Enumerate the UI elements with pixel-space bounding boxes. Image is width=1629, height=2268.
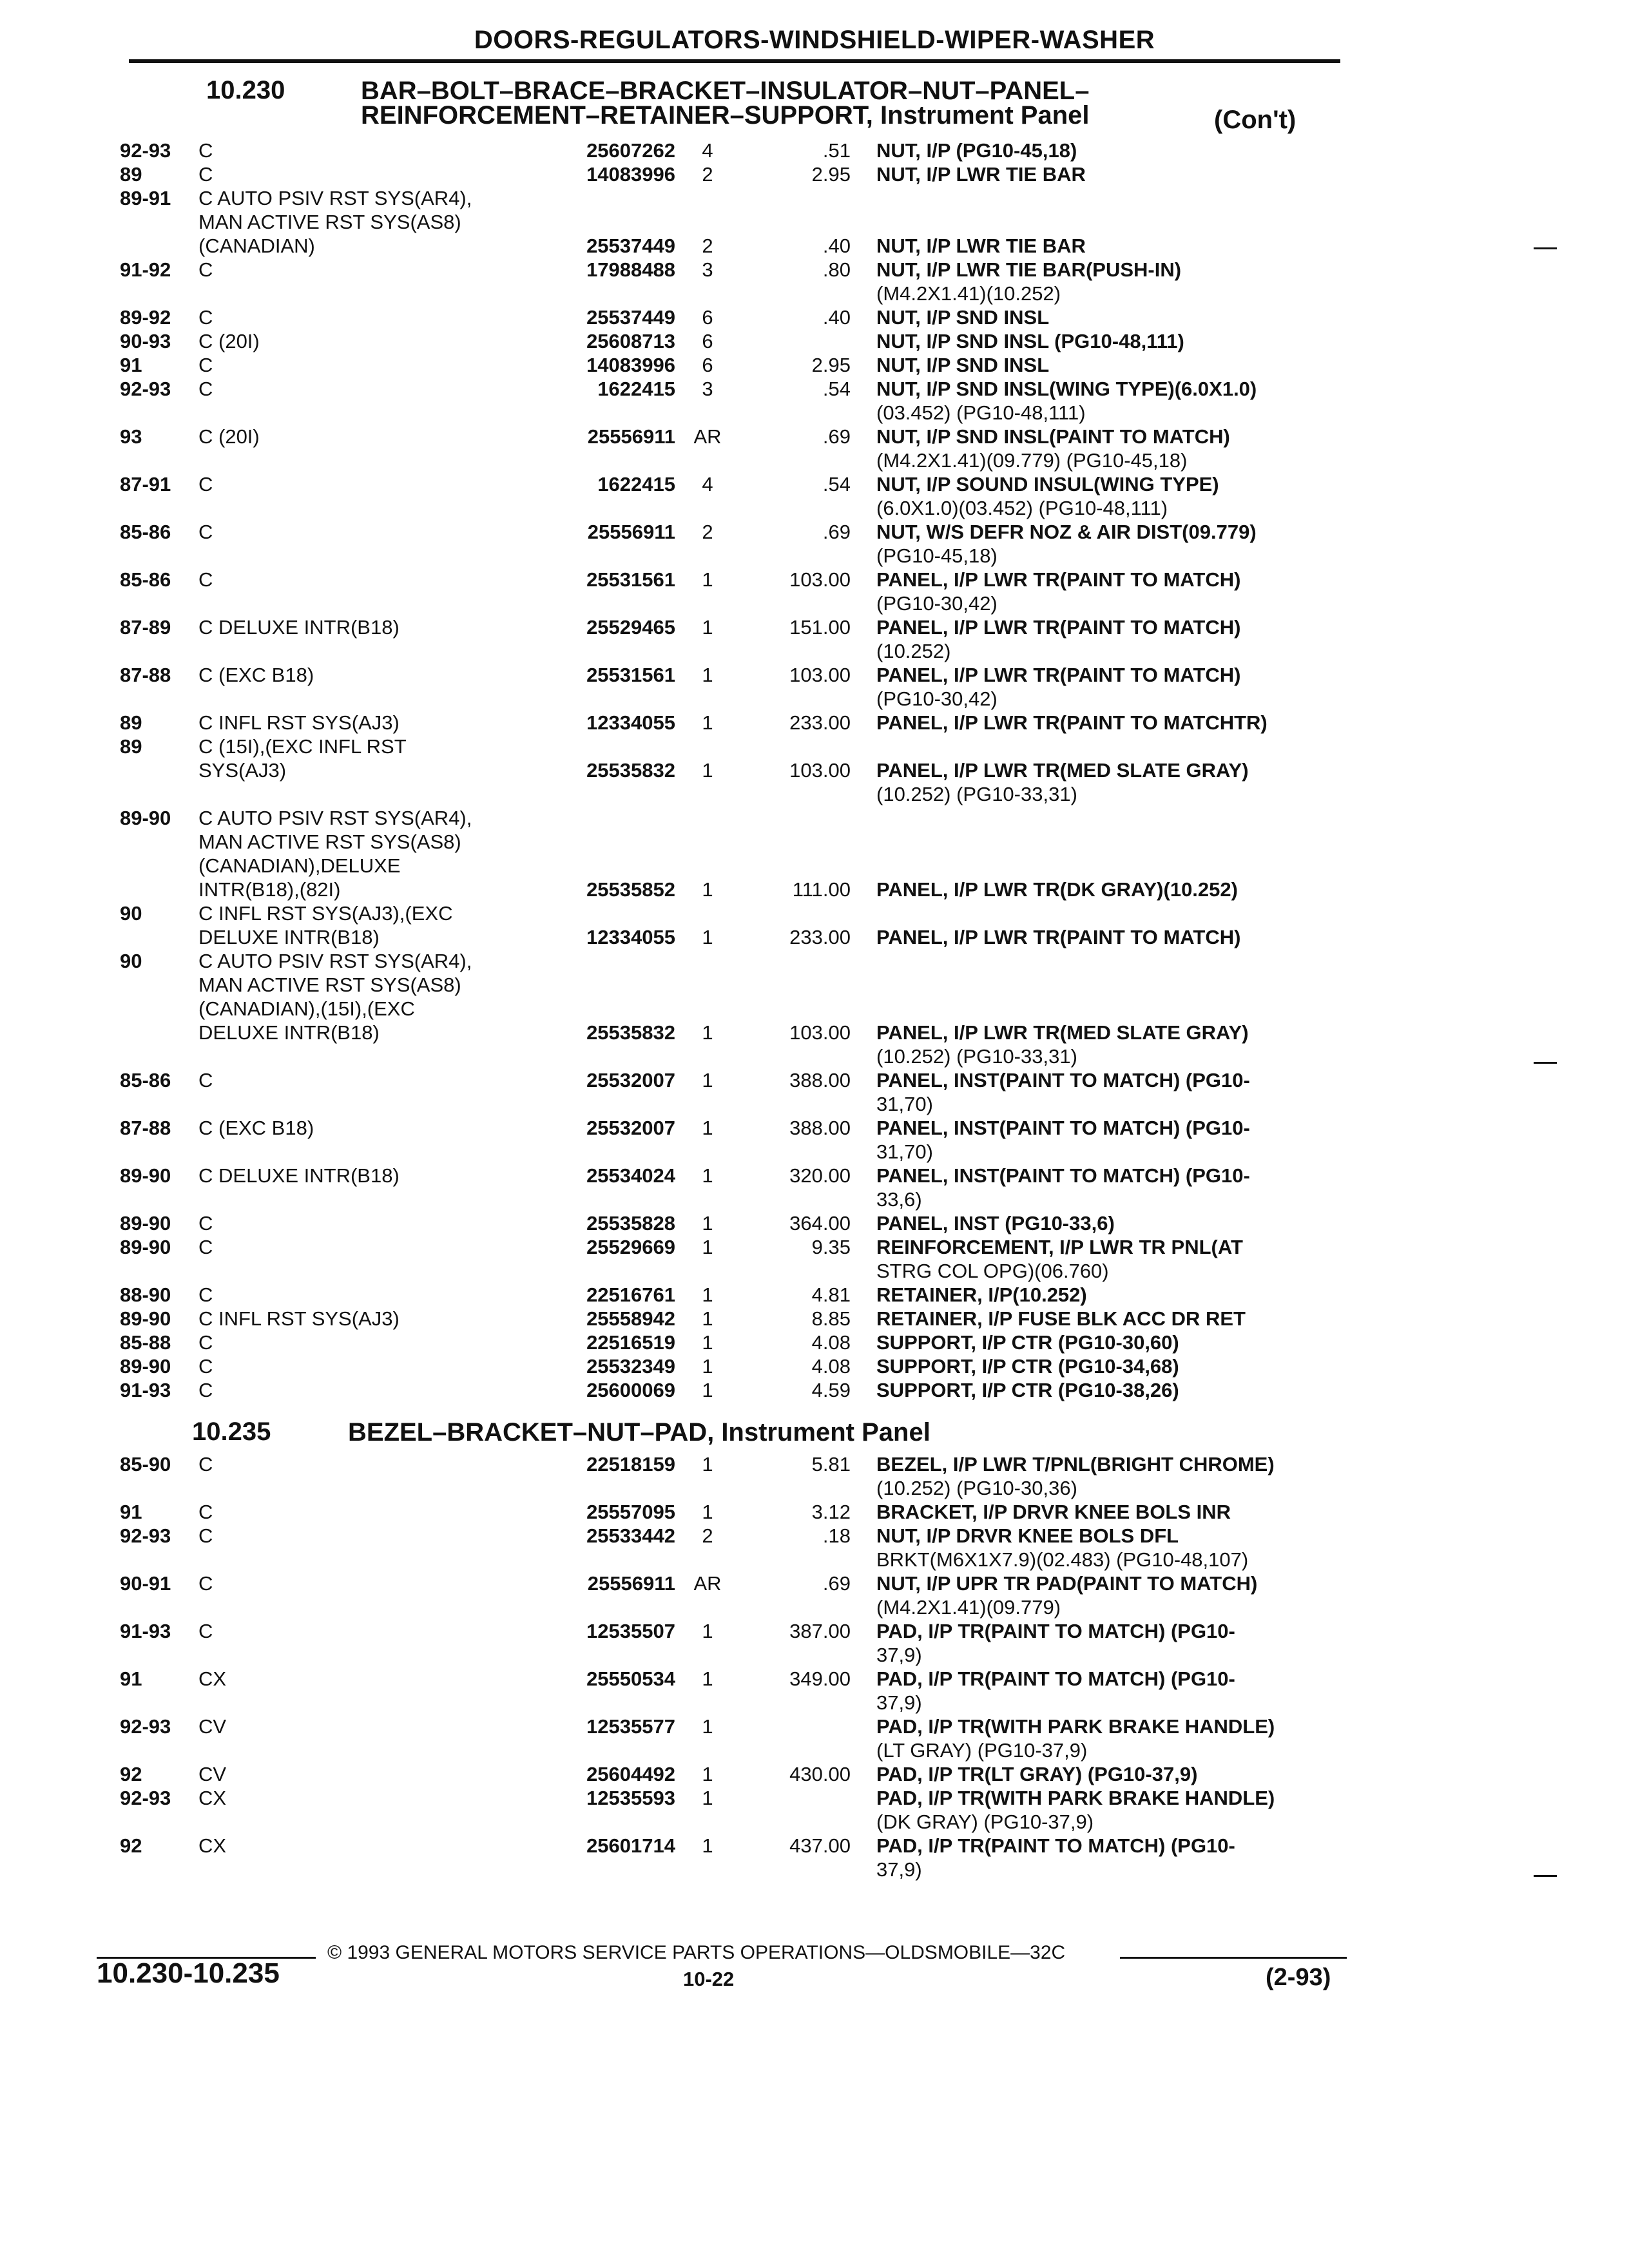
row-year: 91-93: [120, 1620, 171, 1642]
row-part-number: 25604492: [586, 1763, 675, 1785]
row-description: PANEL, I/P LWR TR(MED SLATE GRAY): [876, 1021, 1249, 1044]
row-part-number: 25556911: [587, 425, 675, 448]
row-price: 5.81: [811, 1453, 851, 1475]
row-year: 85-86: [120, 568, 171, 591]
footer-page-number: 10-22: [683, 1968, 735, 1990]
row-year: 89-90: [120, 1212, 171, 1235]
row-part-number: 25537449: [586, 235, 675, 257]
row-quantity: 1: [702, 1379, 713, 1401]
row-year: 92-93: [120, 1524, 171, 1547]
row-quantity: 1: [702, 1787, 713, 1809]
row-part-number: 25608713: [586, 330, 675, 352]
row-year: 89-90: [120, 1236, 171, 1258]
row-year: 92-93: [120, 378, 171, 400]
row-year: 87-89: [120, 616, 171, 639]
row-description: PANEL, INST(PAINT TO MATCH) (PG10-: [876, 1164, 1250, 1187]
row-description: SUPPORT, I/P CTR (PG10-38,26): [876, 1379, 1179, 1401]
row-model: SYS(AJ3): [198, 759, 287, 782]
row-year: 93: [120, 425, 142, 448]
row-model: CX: [198, 1667, 227, 1690]
row-part-number: 25533442: [586, 1524, 675, 1547]
row-quantity: 1: [702, 1355, 713, 1378]
row-description: PAD, I/P TR(PAINT TO MATCH) (PG10-: [876, 1834, 1235, 1857]
row-quantity: 1: [702, 664, 713, 686]
row-description: SUPPORT, I/P CTR (PG10-34,68): [876, 1355, 1179, 1378]
row-price: 103.00: [789, 664, 851, 686]
row-price: 430.00: [789, 1763, 851, 1785]
row-quantity: 1: [702, 1834, 713, 1857]
row-quantity: 1: [702, 1453, 713, 1475]
row-quantity: 1: [702, 1117, 713, 1139]
row-description: 31,70): [876, 1140, 933, 1163]
row-description: NUT, I/P SOUND INSUL(WING TYPE): [876, 473, 1219, 495]
row-year: 89: [120, 735, 142, 758]
row-part-number: 25529669: [586, 1236, 675, 1258]
row-description: (03.452) (PG10-48,111): [876, 401, 1086, 424]
row-model: C: [198, 1236, 213, 1258]
row-year: 92: [120, 1834, 142, 1857]
footer-copyright: © 1993 GENERAL MOTORS SERVICE PARTS OPERATIONS—OLDSMOBILE—32C: [327, 1942, 1066, 1963]
row-part-number: 12334055: [586, 926, 675, 948]
row-description: PANEL, INST(PAINT TO MATCH) (PG10-: [876, 1117, 1250, 1139]
row-description: (M4.2X1.41)(10.252): [876, 282, 1061, 305]
row-description: SUPPORT, I/P CTR (PG10-30,60): [876, 1331, 1179, 1354]
row-model: C (20I): [198, 330, 260, 352]
row-quantity: 6: [702, 330, 713, 352]
row-model: C INFL RST SYS(AJ3),(EXC: [198, 902, 453, 925]
row-quantity: 1: [702, 1307, 713, 1330]
row-quantity: 1: [702, 1331, 713, 1354]
row-description: PAD, I/P TR(WITH PARK BRAKE HANDLE): [876, 1787, 1275, 1809]
row-part-number: 25531561: [586, 664, 675, 686]
row-quantity: 1: [702, 759, 713, 782]
row-year: 85-90: [120, 1453, 171, 1475]
row-description: BEZEL, I/P LWR T/PNL(BRIGHT CHROME): [876, 1453, 1275, 1475]
margin-mark: [1534, 247, 1557, 249]
row-part-number: 25550534: [586, 1667, 675, 1690]
row-part-number: 12535593: [586, 1787, 675, 1809]
row-year: 85-86: [120, 521, 171, 543]
row-quantity: 2: [702, 1524, 713, 1547]
row-price: 437.00: [789, 1834, 851, 1857]
row-year: 90: [120, 950, 142, 972]
row-quantity: 6: [702, 354, 713, 376]
row-model: C AUTO PSIV RST SYS(AR4),: [198, 187, 472, 209]
row-year: 89: [120, 163, 142, 186]
row-model: C: [198, 258, 213, 281]
row-part-number: 12535507: [586, 1620, 675, 1642]
row-year: 91: [120, 1667, 142, 1690]
row-part-number: 25532007: [586, 1069, 675, 1091]
row-part-number: 25532007: [586, 1117, 675, 1139]
row-quantity: 2: [702, 163, 713, 186]
row-quantity: 1: [702, 568, 713, 591]
row-description: PANEL, INST (PG10-33,6): [876, 1212, 1115, 1235]
row-model: (CANADIAN),(15I),(EXC: [198, 997, 415, 1020]
row-year: 89-90: [120, 807, 171, 829]
row-description: PANEL, I/P LWR TR(PAINT TO MATCHTR): [876, 711, 1268, 734]
row-model: C: [198, 473, 213, 495]
row-model: (CANADIAN): [198, 235, 315, 257]
row-description: NUT, I/P LWR TIE BAR: [876, 235, 1086, 257]
row-year: 92-93: [120, 1715, 171, 1738]
row-model: C DELUXE INTR(B18): [198, 616, 400, 639]
row-price: .51: [822, 139, 851, 162]
row-year: 87-91: [120, 473, 171, 495]
row-year: 91-92: [120, 258, 171, 281]
row-year: 89-92: [120, 306, 171, 329]
row-price: 233.00: [789, 711, 851, 734]
row-quantity: 4: [702, 139, 713, 162]
row-model: C INFL RST SYS(AJ3): [198, 711, 400, 734]
row-model: C: [198, 1501, 213, 1523]
row-price: 4.59: [811, 1379, 851, 1401]
row-quantity: 6: [702, 306, 713, 329]
row-model: CX: [198, 1834, 227, 1857]
row-price: 2.95: [811, 354, 851, 376]
margin-mark: [1534, 1062, 1557, 1064]
row-year: 88-90: [120, 1283, 171, 1306]
row-description: 33,6): [876, 1188, 922, 1211]
row-model: INTR(B18),(82I): [198, 878, 341, 901]
row-model: MAN ACTIVE RST SYS(AS8): [198, 831, 461, 853]
row-quantity: 1: [702, 1283, 713, 1306]
row-description: (10.252) (PG10-33,31): [876, 1045, 1077, 1068]
row-model: C AUTO PSIV RST SYS(AR4),: [198, 807, 472, 829]
row-part-number: 25556911: [587, 1572, 675, 1595]
row-model: C (EXC B18): [198, 1117, 314, 1139]
row-price: 4.08: [811, 1331, 851, 1354]
row-description: NUT, I/P (PG10-45,18): [876, 139, 1077, 162]
row-price: 4.08: [811, 1355, 851, 1378]
row-year: 91: [120, 1501, 142, 1523]
section-title: BEZEL–BRACKET–NUT–PAD, Instrument Panel: [348, 1418, 930, 1446]
row-model: C: [198, 354, 213, 376]
row-description: (M4.2X1.41)(09.779) (PG10-45,18): [876, 449, 1188, 472]
row-year: 90-93: [120, 330, 171, 352]
row-model: C: [198, 1355, 213, 1378]
row-description: PANEL, I/P LWR TR(PAINT TO MATCH): [876, 616, 1241, 639]
row-part-number: 25556911: [587, 521, 675, 543]
row-quantity: 1: [702, 711, 713, 734]
row-year: 87-88: [120, 1117, 171, 1139]
row-part-number: 12535577: [586, 1715, 675, 1738]
row-year: 89-90: [120, 1355, 171, 1378]
row-price: 111.00: [792, 878, 851, 901]
row-part-number: 25600069: [586, 1379, 675, 1401]
row-quantity: 1: [702, 1763, 713, 1785]
row-price: 387.00: [789, 1620, 851, 1642]
row-quantity: 1: [702, 878, 713, 901]
row-description: 31,70): [876, 1093, 933, 1115]
row-description: (PG10-30,42): [876, 687, 998, 710]
row-price: 103.00: [789, 568, 851, 591]
row-model: DELUXE INTR(B18): [198, 1021, 380, 1044]
row-part-number: 22518159: [586, 1453, 675, 1475]
row-model: C: [198, 1453, 213, 1475]
row-year: 89-90: [120, 1307, 171, 1330]
row-year: 91-93: [120, 1379, 171, 1401]
header-rule: [129, 59, 1340, 63]
row-model: C (EXC B18): [198, 664, 314, 686]
row-price: 364.00: [789, 1212, 851, 1235]
row-part-number: 1622415: [597, 378, 675, 400]
row-description: STRG COL OPG)(06.760): [876, 1260, 1109, 1282]
row-description: NUT, I/P SND INSL(WING TYPE)(6.0X1.0): [876, 378, 1257, 400]
row-year: 92: [120, 1763, 142, 1785]
row-model: C: [198, 1572, 213, 1595]
row-model: C INFL RST SYS(AJ3): [198, 1307, 400, 1330]
row-price: 2.95: [811, 163, 851, 186]
footer-date-code: (2-93): [1266, 1964, 1331, 1991]
row-model: C: [198, 1283, 213, 1306]
row-description: PAD, I/P TR(LT GRAY) (PG10-37,9): [876, 1763, 1198, 1785]
row-description: NUT, I/P LWR TIE BAR: [876, 163, 1086, 186]
row-model: CV: [198, 1763, 227, 1785]
row-part-number: 25531561: [586, 568, 675, 591]
row-price: 388.00: [789, 1069, 851, 1091]
row-price: .69: [822, 425, 851, 448]
row-description: BRACKET, I/P DRVR KNEE BOLS INR: [876, 1501, 1231, 1523]
row-price: 9.35: [811, 1236, 851, 1258]
row-description: RETAINER, I/P FUSE BLK ACC DR RET: [876, 1307, 1246, 1330]
continued-label: (Con't): [1214, 106, 1296, 134]
footer-rule: [1120, 1957, 1347, 1959]
row-description: NUT, I/P SND INSL: [876, 354, 1050, 376]
row-part-number: 25535852: [586, 878, 675, 901]
row-description: REINFORCEMENT, I/P LWR TR PNL(AT: [876, 1236, 1243, 1258]
row-quantity: 1: [702, 1164, 713, 1187]
row-year: 89: [120, 711, 142, 734]
row-description: NUT, I/P SND INSL(PAINT TO MATCH): [876, 425, 1230, 448]
row-model: C AUTO PSIV RST SYS(AR4),: [198, 950, 472, 972]
row-price: .40: [822, 306, 851, 329]
row-price: 103.00: [789, 759, 851, 782]
row-quantity: 1: [702, 616, 713, 639]
section-number: 10.235: [192, 1418, 271, 1446]
row-part-number: 25535828: [586, 1212, 675, 1235]
page-header: DOORS-REGULATORS-WINDSHIELD-WIPER-WASHER: [474, 26, 1155, 54]
row-part-number: 17988488: [586, 258, 675, 281]
row-model: C (15I),(EXC INFL RST: [198, 735, 407, 758]
row-price: 4.81: [811, 1283, 851, 1306]
row-part-number: 25532349: [586, 1355, 675, 1378]
row-description: (M4.2X1.41)(09.779): [876, 1596, 1061, 1619]
row-quantity: 1: [702, 926, 713, 948]
row-description: BRKT(M6X1X7.9)(02.483) (PG10-48,107): [876, 1548, 1249, 1571]
row-model: C: [198, 1379, 213, 1401]
row-description: NUT, I/P UPR TR PAD(PAINT TO MATCH): [876, 1572, 1258, 1595]
row-description: (DK GRAY) (PG10-37,9): [876, 1811, 1094, 1833]
row-quantity: 1: [702, 1236, 713, 1258]
row-description: (10.252) (PG10-30,36): [876, 1477, 1077, 1499]
row-price: .80: [822, 258, 851, 281]
row-quantity: 1: [702, 1715, 713, 1738]
row-part-number: 25537449: [586, 306, 675, 329]
row-description: NUT, W/S DEFR NOZ & AIR DIST(09.779): [876, 521, 1257, 543]
row-part-number: 25607262: [586, 139, 675, 162]
row-description: PANEL, I/P LWR TR(PAINT TO MATCH): [876, 664, 1241, 686]
row-model: C (20I): [198, 425, 260, 448]
row-quantity: 1: [702, 1021, 713, 1044]
row-description: PAD, I/P TR(WITH PARK BRAKE HANDLE): [876, 1715, 1275, 1738]
row-year: 87-88: [120, 664, 171, 686]
row-quantity: 1: [702, 1620, 713, 1642]
section-title-line1: BAR–BOLT–BRACE–BRACKET–INSULATOR–NUT–PANEL–: [361, 77, 1090, 105]
row-part-number: 22516761: [586, 1283, 675, 1306]
row-price: 349.00: [789, 1667, 851, 1690]
row-year: 85-88: [120, 1331, 171, 1354]
row-description: 37,9): [876, 1644, 922, 1666]
row-model: C: [198, 1524, 213, 1547]
row-quantity: 1: [702, 1069, 713, 1091]
row-year: 92-93: [120, 139, 171, 162]
row-price: .69: [822, 521, 851, 543]
row-price: .69: [822, 1572, 851, 1595]
row-quantity: 1: [702, 1501, 713, 1523]
row-part-number: 22516519: [586, 1331, 675, 1354]
row-model: C DELUXE INTR(B18): [198, 1164, 400, 1187]
row-quantity: 3: [702, 378, 713, 400]
row-description: PANEL, I/P LWR TR(PAINT TO MATCH): [876, 926, 1241, 948]
row-part-number: 25557095: [586, 1501, 675, 1523]
row-model: C: [198, 1069, 213, 1091]
row-model: C: [198, 1212, 213, 1235]
row-quantity: 1: [702, 1667, 713, 1690]
row-price: 233.00: [789, 926, 851, 948]
row-price: 3.12: [811, 1501, 851, 1523]
row-part-number: 1622415: [597, 473, 675, 495]
row-model: C: [198, 163, 213, 186]
row-quantity: AR: [693, 425, 722, 448]
row-year: 89-90: [120, 1164, 171, 1187]
row-description: NUT, I/P DRVR KNEE BOLS DFL: [876, 1524, 1179, 1547]
row-model: C: [198, 1331, 213, 1354]
row-description: PAD, I/P TR(PAINT TO MATCH) (PG10-: [876, 1667, 1235, 1690]
row-year: 92-93: [120, 1787, 171, 1809]
row-model: C: [198, 306, 213, 329]
row-model: C: [198, 1620, 213, 1642]
row-description: (10.252) (PG10-33,31): [876, 783, 1077, 805]
row-quantity: 4: [702, 473, 713, 495]
row-description: NUT, I/P LWR TIE BAR(PUSH-IN): [876, 258, 1182, 281]
row-year: 90: [120, 902, 142, 925]
row-model: CV: [198, 1715, 227, 1738]
row-model: MAN ACTIVE RST SYS(AS8): [198, 974, 461, 996]
row-year: 85-86: [120, 1069, 171, 1091]
row-part-number: 25534024: [586, 1164, 675, 1187]
row-part-number: 14083996: [586, 163, 675, 186]
row-price: 388.00: [789, 1117, 851, 1139]
row-description: (10.252): [876, 640, 951, 662]
row-model: DELUXE INTR(B18): [198, 926, 380, 948]
row-part-number: 25558942: [586, 1307, 675, 1330]
row-description: PANEL, I/P LWR TR(PAINT TO MATCH): [876, 568, 1241, 591]
row-quantity: 3: [702, 258, 713, 281]
row-description: (LT GRAY) (PG10-37,9): [876, 1739, 1088, 1762]
section-title-line2: REINFORCEMENT–RETAINER–SUPPORT, Instrument Panel: [361, 101, 1090, 130]
row-description: PANEL, I/P LWR TR(MED SLATE GRAY): [876, 759, 1249, 782]
row-part-number: 25601714: [586, 1834, 675, 1857]
row-description: 37,9): [876, 1858, 922, 1881]
row-model: CX: [198, 1787, 227, 1809]
row-year: 91: [120, 354, 142, 376]
row-part-number: 25535832: [586, 759, 675, 782]
row-part-number: 12334055: [586, 711, 675, 734]
row-price: .54: [822, 473, 851, 495]
row-year: 90-91: [120, 1572, 171, 1595]
row-description: NUT, I/P SND INSL (PG10-48,111): [876, 330, 1184, 352]
row-year: 89-91: [120, 187, 171, 209]
row-description: (PG10-30,42): [876, 592, 998, 615]
row-price: .54: [822, 378, 851, 400]
row-description: (6.0X1.0)(03.452) (PG10-48,111): [876, 497, 1168, 519]
row-description: 37,9): [876, 1691, 922, 1714]
row-description: PAD, I/P TR(PAINT TO MATCH) (PG10-: [876, 1620, 1235, 1642]
row-description: RETAINER, I/P(10.252): [876, 1283, 1087, 1306]
row-quantity: AR: [693, 1572, 722, 1595]
row-price: .18: [822, 1524, 851, 1547]
margin-mark: [1534, 1875, 1557, 1877]
row-description: NUT, I/P SND INSL: [876, 306, 1050, 329]
row-model: MAN ACTIVE RST SYS(AS8): [198, 211, 461, 233]
row-price: 8.85: [811, 1307, 851, 1330]
row-part-number: 25529465: [586, 616, 675, 639]
row-quantity: 2: [702, 235, 713, 257]
row-quantity: 1: [702, 1212, 713, 1235]
row-price: 151.00: [789, 616, 851, 639]
row-description: (PG10-45,18): [876, 544, 998, 567]
row-quantity: 2: [702, 521, 713, 543]
row-price: 320.00: [789, 1164, 851, 1187]
row-price: .40: [822, 235, 851, 257]
row-model: C: [198, 568, 213, 591]
section-number: 10.230: [206, 76, 285, 104]
row-model: C: [198, 378, 213, 400]
row-description: PANEL, INST(PAINT TO MATCH) (PG10-: [876, 1069, 1250, 1091]
footer-section-range: 10.230-10.235: [97, 1957, 280, 1989]
row-description: PANEL, I/P LWR TR(DK GRAY)(10.252): [876, 878, 1238, 901]
row-part-number: 14083996: [586, 354, 675, 376]
row-part-number: 25535832: [586, 1021, 675, 1044]
row-price: 103.00: [789, 1021, 851, 1044]
row-model: (CANADIAN),DELUXE: [198, 854, 401, 877]
row-model: C: [198, 139, 213, 162]
row-model: C: [198, 521, 213, 543]
